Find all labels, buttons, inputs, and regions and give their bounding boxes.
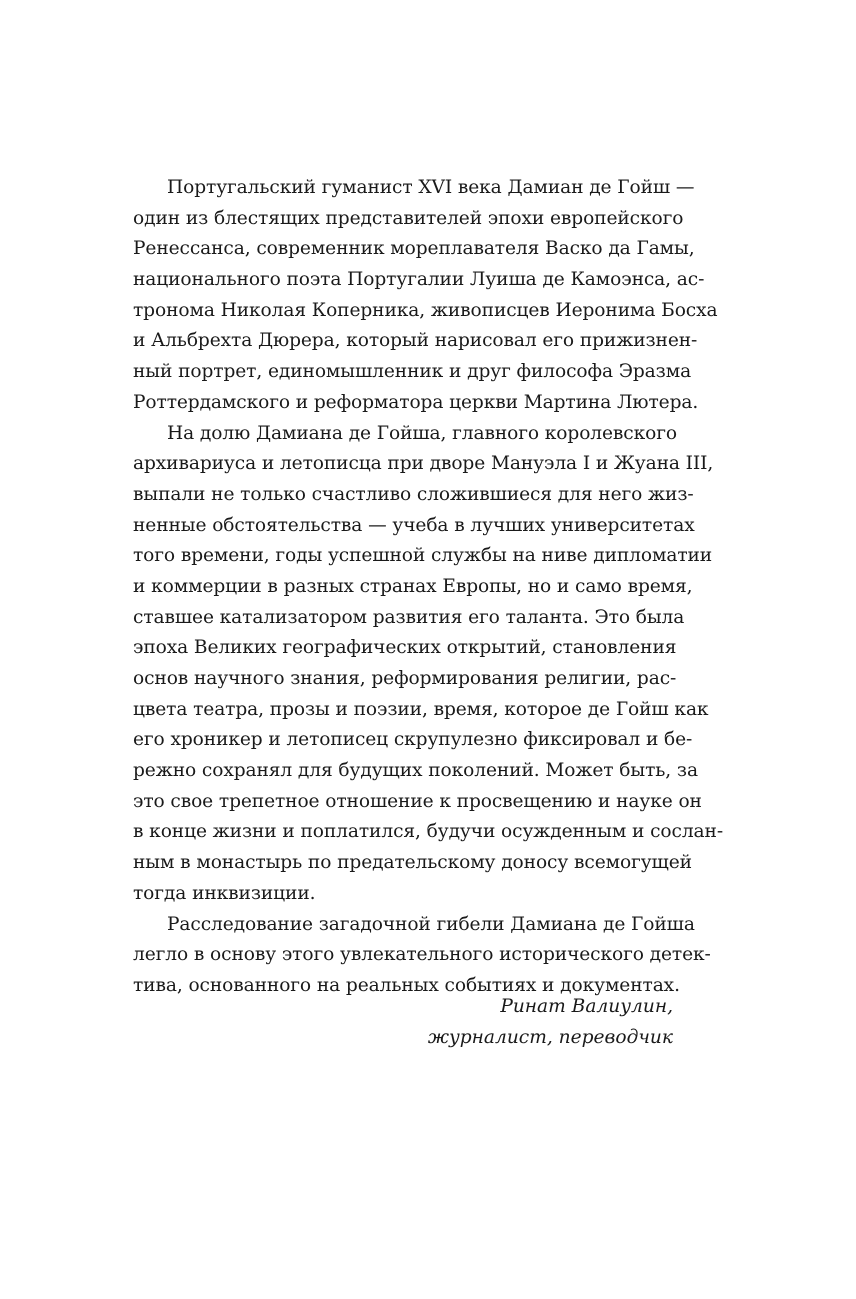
paragraph-2-line-13: это свое трепетное отношение к просвещению и науке он xyxy=(133,790,702,812)
paragraph-2-line-10: цвета театра, прозы и поэзии, время, которое де Гойш как xyxy=(133,698,709,720)
paragraph-3-line-1: Расследование загадочной гибели Дамиана де Гойша xyxy=(167,913,695,935)
paragraph-2-line-11: его хроникер и летописец скрупулезно фиксировал и бе- xyxy=(133,729,693,751)
paragraph-2-line-12: режно сохранял для будущих поколений. Может быть, за xyxy=(133,760,698,782)
paragraph-2-line-7: ставшее катализатором развития его таланта. Это была xyxy=(133,606,685,628)
paragraph-2-line-3: выпали не только счастливо сложившиеся для него жиз- xyxy=(133,483,694,505)
paragraph-1-line-7: ный портрет, единомышленник и друг философа Эразма xyxy=(133,361,692,383)
paragraph-1-line-2: один из блестящих представителей эпохи европейского xyxy=(133,207,684,229)
body-text xyxy=(133,173,724,1002)
paragraph-1-line-6: и Альбрехта Дюрера, который нарисовал его прижизнен- xyxy=(133,330,698,352)
paragraph-2-line-15: ным в монастырь по предательскому доносу всемогущей xyxy=(133,852,692,874)
paragraph-3-line-3: тива, основанного на реальных событиях и документах. xyxy=(133,974,680,996)
paragraph-2-line-8: эпоха Великих географических открытий, становления xyxy=(133,637,677,659)
paragraph-1-line-8: Роттердамского и реформатора церкви Мартина Лютера. xyxy=(133,391,699,413)
paragraph-1-line-4: национального поэта Португалии Луиша де Камоэнса, ас- xyxy=(133,269,705,291)
paragraph-1-line-1: Португальский гуманист XVI века Дамиан де Гойш — xyxy=(167,177,695,198)
author-role: журналист, переводчик xyxy=(427,1027,673,1048)
paragraph-2-line-2: архивариуса и летописца при дворе Мануэла I и Жуана III, xyxy=(133,453,714,475)
paragraph-2-line-5: того времени, годы успешной службы на ниве дипломатии xyxy=(133,545,713,567)
paragraph-2-line-9: основ научного знания, реформирования религии, рас- xyxy=(133,668,677,689)
paragraph-2-line-16: тогда инквизиции. xyxy=(133,882,316,904)
paragraph-1-line-5: тронома Николая Коперника, живописцев Иеронима Босха xyxy=(133,299,718,321)
paragraph-2-line-1: На долю Дамиана де Гойша, главного королевского xyxy=(167,422,677,444)
author-name: Ринат Валиулин, xyxy=(500,996,673,1017)
paragraph-2-line-4: ненные обстоятельства — учеба в лучших университетах xyxy=(133,514,695,536)
paragraph-2-line-6: и коммерции в разных странах Европы, но и само время, xyxy=(133,575,693,597)
paragraph-3-line-2: легло в основу этого увлекательного исторического детек- xyxy=(133,944,711,966)
paragraph-1-line-3: Ренессанса, современник мореплавателя Васко да Гамы, xyxy=(133,238,695,260)
author-signature xyxy=(428,991,673,1053)
paragraph-2-line-14: в конце жизни и поплатился, будучи осужденным и сослан- xyxy=(133,821,724,843)
